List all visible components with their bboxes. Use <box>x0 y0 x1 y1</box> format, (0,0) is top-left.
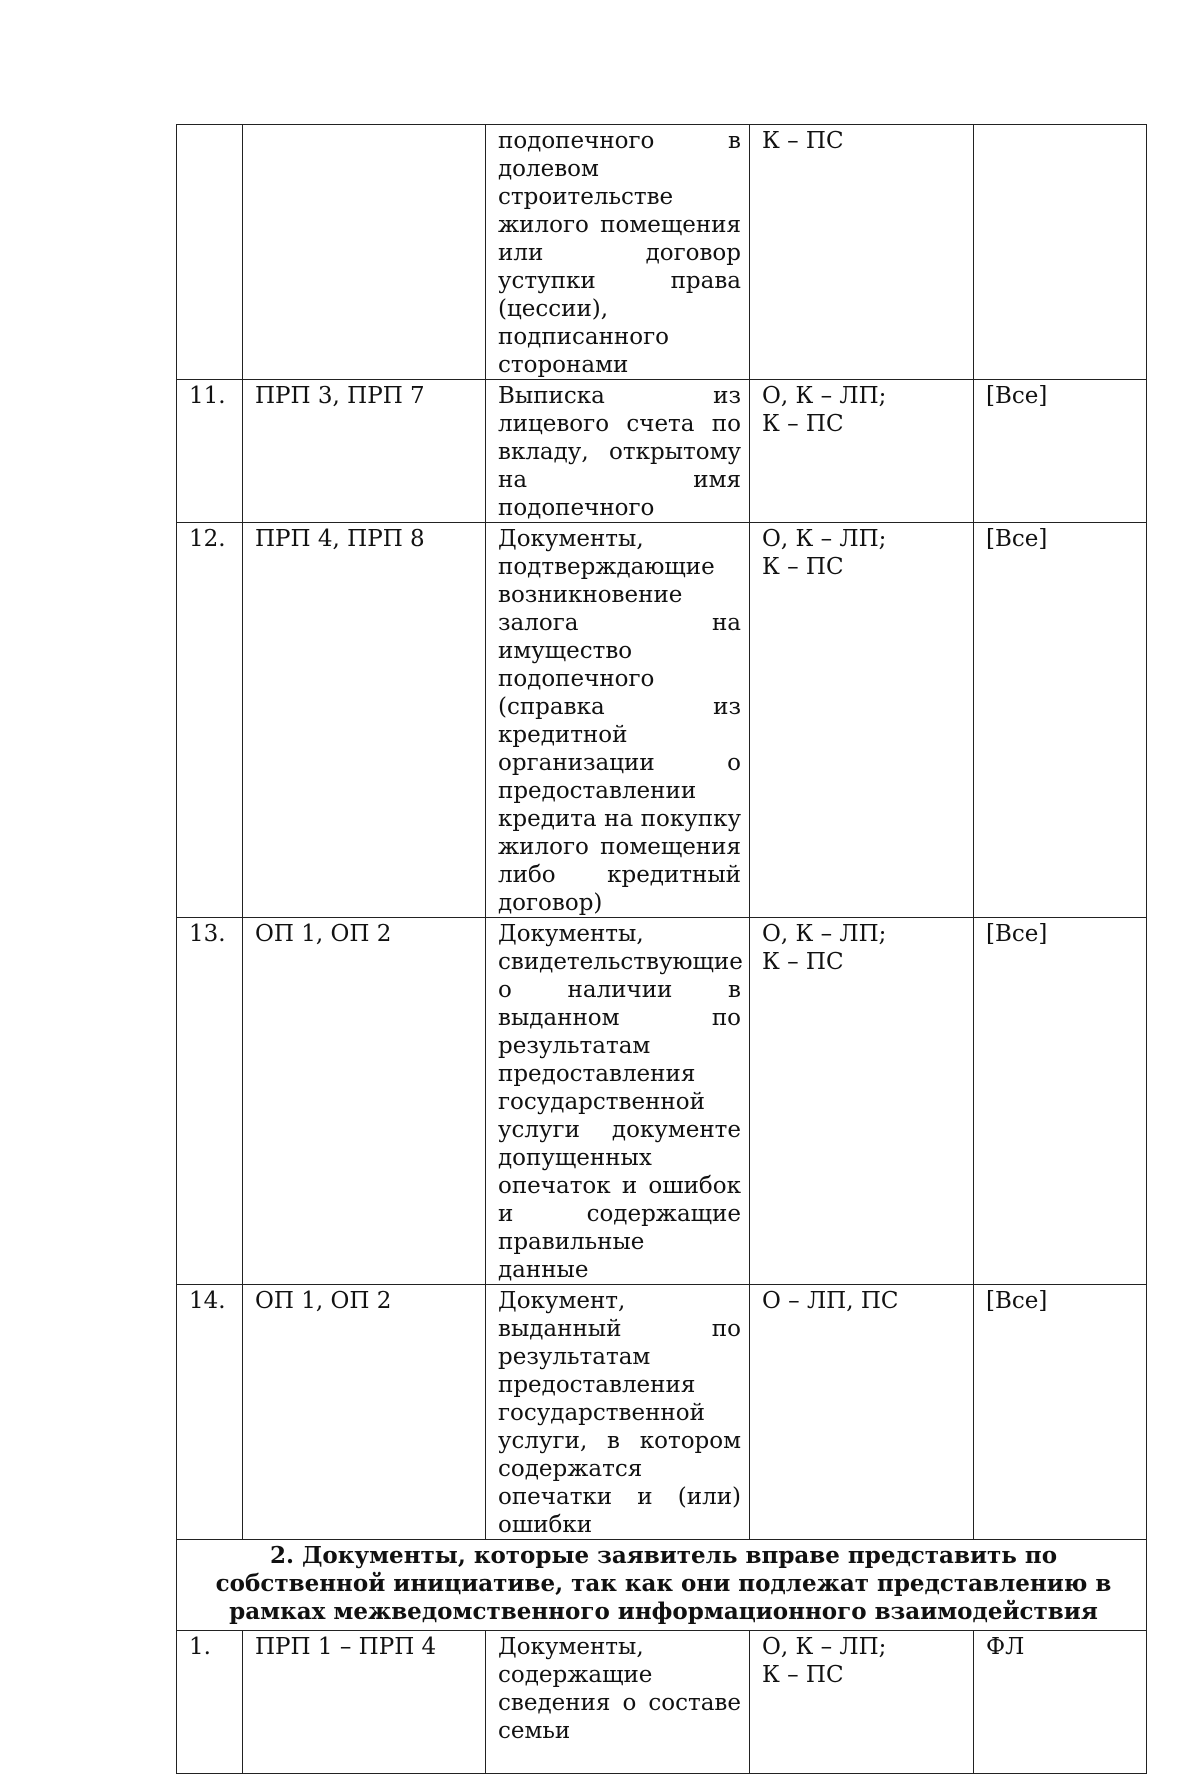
row-form <box>750 1631 974 1774</box>
table-row <box>177 1631 1147 1774</box>
table-row <box>177 523 1147 918</box>
row-applicants: [Все] <box>974 523 1147 918</box>
row-description: Документы, свидетельствующие о наличии в выданном по результатам предоставления государственной услуги документе допущенных опечаток и ошибок и содержащие правильные данные <box>486 918 750 1285</box>
row-applicants <box>974 125 1147 380</box>
form-line: К – ПС <box>762 1662 844 1688</box>
row-number: 1. <box>177 1631 243 1774</box>
section-2-title: 2. Документы, которые заявитель вправе представить по собственной инициативе, так как они подлежат представлению в рамках межведомственного информационного взаимодействия <box>177 1540 1147 1631</box>
row-applicants: ФЛ <box>974 1631 1147 1774</box>
form-line: О, К – ЛП; <box>762 1634 887 1660</box>
row-number <box>177 125 243 380</box>
row-applicants: [Все] <box>974 918 1147 1285</box>
row-form <box>750 523 974 918</box>
row-form: К – ПС <box>750 125 974 380</box>
row-form: О – ЛП, ПС <box>750 1285 974 1540</box>
row-number: 14. <box>177 1285 243 1540</box>
form-line: К – ПС <box>762 554 844 580</box>
table-row <box>177 380 1147 523</box>
table-row <box>177 1285 1147 1540</box>
row-code <box>243 125 486 380</box>
row-code: ОП 1, ОП 2 <box>243 918 486 1285</box>
row-description: Документ, выданный по результатам предоставления государственной услуги, в котором содержатся опечатки и (или) ошибки <box>486 1285 750 1540</box>
row-code: ПРП 3, ПРП 7 <box>243 380 486 523</box>
row-applicants: [Все] <box>974 380 1147 523</box>
row-description: подопечного в долевом строительстве жилого помещения или договор уступки права (цессии), подписанного сторонами <box>486 125 750 380</box>
row-description: Документы, подтверждающие возникновение залога на имущество подопечного (справка из кредитной организации о предоставлении кредита на покупку жилого помещения либо кредитный договор) <box>486 523 750 918</box>
row-form <box>750 380 974 523</box>
row-description: Документы, содержащие сведения о составе семьи <box>486 1631 750 1774</box>
form-line: К – ПС <box>762 411 844 437</box>
section-header-row <box>177 1540 1147 1631</box>
form-line: О, К – ЛП; <box>762 921 887 947</box>
row-code: ПРП 4, ПРП 8 <box>243 523 486 918</box>
row-code: ПРП 1 – ПРП 4 <box>243 1631 486 1774</box>
form-line: К – ПС <box>762 949 844 975</box>
row-description: Выписка из лицевого счета по вкладу, открытому на имя подопечного <box>486 380 750 523</box>
row-form <box>750 918 974 1285</box>
row-number: 12. <box>177 523 243 918</box>
form-line: О, К – ЛП; <box>762 526 887 552</box>
table-row <box>177 918 1147 1285</box>
row-code: ОП 1, ОП 2 <box>243 1285 486 1540</box>
form-line: О, К – ЛП; <box>762 383 887 409</box>
row-applicants: [Все] <box>974 1285 1147 1540</box>
row-number: 11. <box>177 380 243 523</box>
documents-table <box>176 124 1147 1774</box>
table-row <box>177 125 1147 380</box>
row-number: 13. <box>177 918 243 1285</box>
